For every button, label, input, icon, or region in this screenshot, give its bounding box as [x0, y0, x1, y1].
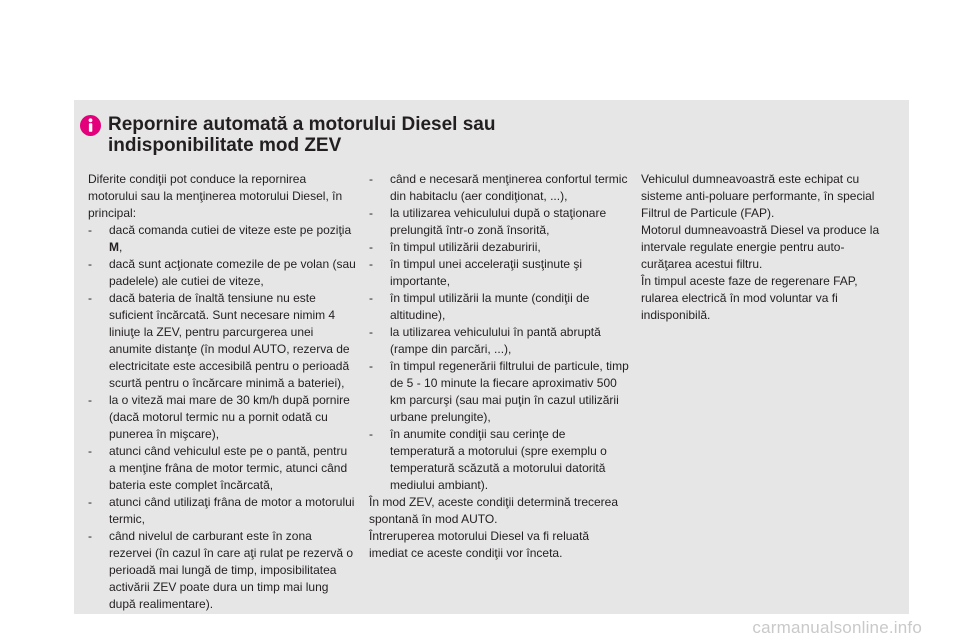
list-dash: - [369, 172, 373, 186]
zev-paragraph: În mod ZEV, aceste condiţii determină trecerea spontană în mod AUTO. [369, 495, 619, 526]
list-item: - când nivelul de carburant este în zona rezervei (în cazul în care aţi rulat pe rezervă o perioadă mai lungă de timp, imposibilitatea activării ZEV poate dura un timp mai lung după realimentare). [88, 529, 354, 611]
list-dash: - [88, 529, 92, 543]
column-left [88, 171, 356, 613]
list-item: - atunci când vehiculul este pe o pantă, pentru a menţine frâna de motor termic, atunci când bateria este complet încărcată, [88, 444, 348, 492]
column-right [641, 171, 889, 324]
list-item: - în timpul regenerării filtrului de particule, timp de 5 - 10 minute la fiecare aproximativ 500 km parcurşi (sau mai puţin în cazul utilizării urbane prelungite), [369, 359, 629, 424]
list-item: - atunci când utilizaţi frâna de motor a motorului termic, [88, 495, 355, 526]
gear-position-m: M [109, 240, 119, 254]
column-middle [369, 171, 631, 562]
intro-paragraph: Diferite condiţii pot conduce la repornirea motorului sau la menţinerea motorului Diesel, în principal: [88, 172, 343, 220]
list-dash: - [369, 359, 373, 373]
fap-paragraph: Vehiculul dumneavoastră este echipat cu sisteme anti-poluare performante, în special Filtrul de Particule (FAP). [641, 172, 875, 220]
list-item: - dacă sunt acţionate comezile de pe volan (sau padelele) ale cutiei de viteze, [88, 257, 356, 288]
list-dash: - [88, 257, 92, 271]
page-title: Repornire automată a motorului Diesel sau indisponibilitate mod ZEV [108, 114, 496, 156]
list-item: - dacă bateria de înaltă tensiune nu este suficient încărcată. Sunt necesare nimim 4 liniuţe la ZEV, pentru parcurgerea unei anumite distanţe (în modul AUTO, rezerva de electricitate este accesibilă pentru o perioadă scurtă pentru o încărcare minimă a bateriei), [88, 291, 350, 390]
list-item: - la o viteză mai mare de 30 km/h după pornire (dacă motorul termic nu a pornit odată cu punerea în mişcare), [88, 393, 350, 441]
list-dash: - [369, 206, 373, 220]
list-dash: - [88, 223, 92, 237]
list-dash: - [369, 240, 373, 254]
list-item: - în anumite condiţii sau cerinţe de temperatură a motorului (spre exemplu o temperatură scăzută a motorului datorită mediului ambiant). [369, 427, 607, 492]
list-item: - la utilizarea vehiculului în pantă abruptă (rampe din parcări, ...), [369, 325, 601, 356]
list-dash: - [369, 427, 373, 441]
watermark-text: carmanualsonline.info [752, 618, 922, 637]
list-item: - în timpul unei acceleraţii susţinute şi importante, [369, 257, 583, 288]
list-dash: - [88, 291, 92, 305]
list-item: - la utilizarea vehiculului după o staţionare prelungită într-o zonă însorită, [369, 206, 607, 237]
regeneration-paragraph: Motorul dumneavoastră Diesel va produce la intervale regulate energie pentru auto-curăţarea acestui filtru. [641, 223, 880, 271]
diesel-resume-paragraph: Întreruperea motorului Diesel va fi reluată imediat ce aceste condiţii vor înceta. [369, 529, 590, 560]
list-item: - în timpul utilizării dezaburirii, [369, 240, 541, 254]
list-dash: - [369, 325, 373, 339]
list-dash: - [88, 393, 92, 407]
list-dash: - [88, 495, 92, 509]
list-item: - în timpul utilizării la munte (condiţii de altitudine), [369, 291, 590, 322]
list-dash: - [88, 444, 92, 458]
list-dash: - [369, 291, 373, 305]
list-item: - când e necesară menţinerea confortul termic din habitaclu (aer condiţionat, ...), [369, 172, 628, 203]
list-dash: - [369, 257, 373, 271]
list-item: - dacă comanda cutiei de viteze este pe poziţia M, [88, 223, 352, 254]
unavailable-paragraph: În timpul aceste faze de regerenare FAP, rularea electrică în mod voluntar va fi indisponibilă. [641, 274, 858, 322]
info-icon [80, 115, 101, 136]
